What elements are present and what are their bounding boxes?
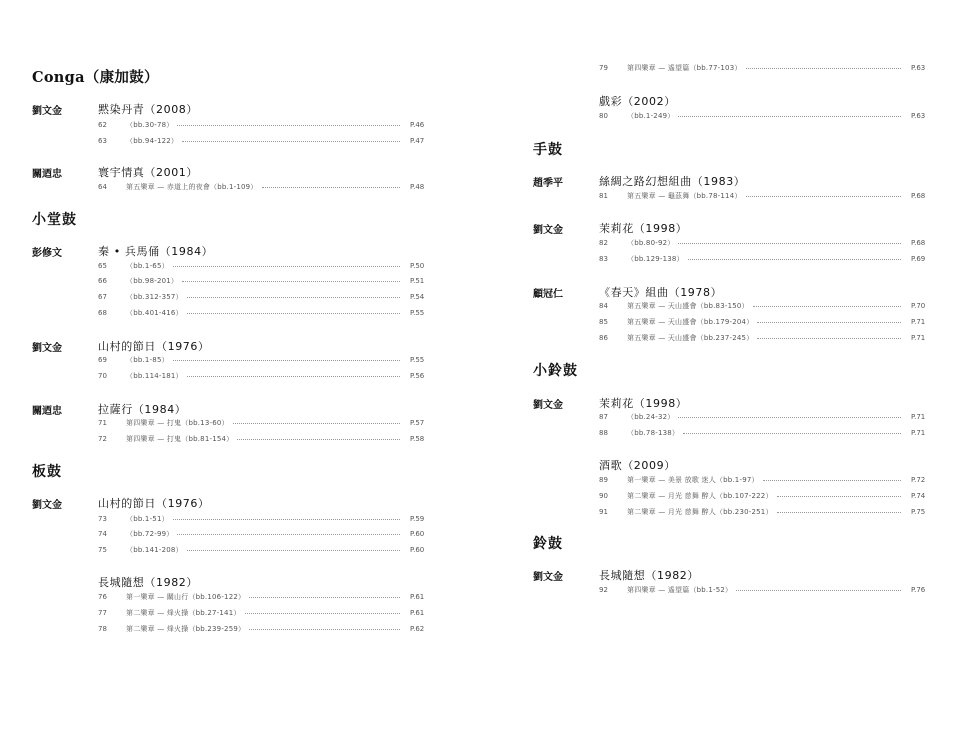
work-title: 黙染丹青（2008） bbox=[98, 103, 198, 116]
toc-entry[interactable] bbox=[599, 506, 933, 518]
entry-number: 80 bbox=[599, 112, 608, 120]
entry-number: 74 bbox=[98, 530, 107, 538]
entry-description: 第四樂章 — 遙望篇（bb.77-103） bbox=[627, 64, 742, 72]
entry-number: 84 bbox=[599, 302, 608, 310]
toc-entry[interactable] bbox=[599, 237, 933, 249]
composer-name: 顧冠仁 bbox=[533, 289, 563, 300]
entry-page: P.60 bbox=[410, 530, 425, 538]
composer-name: 關迺忠 bbox=[32, 406, 62, 417]
dot-leader bbox=[187, 550, 400, 551]
toc-entry[interactable] bbox=[98, 591, 432, 603]
entry-page: P.56 bbox=[410, 372, 425, 380]
entry-number: 63 bbox=[98, 137, 107, 145]
toc-entry[interactable] bbox=[98, 417, 432, 429]
dot-leader bbox=[757, 322, 901, 323]
entry-page: P.63 bbox=[911, 112, 926, 120]
dot-leader bbox=[262, 187, 400, 188]
entry-number: 65 bbox=[98, 262, 107, 270]
entry-page: P.50 bbox=[410, 262, 425, 270]
entry-page: P.61 bbox=[410, 593, 425, 601]
entry-number: 83 bbox=[599, 255, 608, 263]
toc-entry[interactable] bbox=[98, 528, 432, 540]
entry-number: 85 bbox=[599, 318, 608, 326]
toc-entry[interactable] bbox=[98, 623, 432, 635]
dot-leader bbox=[173, 266, 400, 267]
toc-entry[interactable] bbox=[599, 62, 933, 74]
entry-description: （bb.401-416） bbox=[126, 309, 183, 317]
entry-page: P.72 bbox=[911, 476, 926, 484]
entry-number: 75 bbox=[98, 546, 107, 554]
dot-leader bbox=[757, 338, 901, 339]
entry-description: （bb.30-78） bbox=[126, 121, 174, 129]
dot-leader bbox=[763, 480, 901, 481]
toc-entry[interactable] bbox=[98, 607, 432, 619]
dot-leader bbox=[688, 259, 901, 260]
toc-entry[interactable] bbox=[599, 300, 933, 312]
dot-leader bbox=[736, 590, 901, 591]
composer-name: 劉文金 bbox=[32, 500, 62, 511]
toc-entry[interactable] bbox=[98, 370, 432, 382]
entry-number: 62 bbox=[98, 121, 107, 129]
dot-leader bbox=[249, 597, 400, 598]
entry-description: 第四樂章 — 打鬼（bb.13-60） bbox=[126, 419, 229, 427]
toc-entry[interactable] bbox=[599, 332, 933, 344]
work-title: 茉莉花（1998） bbox=[599, 222, 688, 235]
toc-entry[interactable] bbox=[98, 119, 432, 131]
entry-number: 71 bbox=[98, 419, 107, 427]
toc-entry[interactable] bbox=[98, 135, 432, 147]
entry-description: （bb.114-181） bbox=[126, 372, 183, 380]
work-title: 拉薩行（1984） bbox=[98, 403, 187, 416]
work-title: 秦 • 兵馬俑（1984） bbox=[98, 245, 214, 258]
entry-number: 73 bbox=[98, 515, 107, 523]
dot-leader bbox=[777, 512, 901, 513]
toc-entry[interactable] bbox=[98, 275, 432, 287]
toc-entry[interactable] bbox=[599, 427, 933, 439]
entry-description: 第五樂章 — 赤道上的夜會（bb.1-109） bbox=[126, 183, 258, 191]
composer-name: 劉文金 bbox=[533, 225, 563, 236]
composer-name: 劉文金 bbox=[32, 343, 62, 354]
entry-description: 第二樂章 — 烽火操（bb.239-259） bbox=[126, 625, 246, 633]
entry-number: 89 bbox=[599, 476, 608, 484]
toc-entry[interactable] bbox=[98, 513, 432, 525]
toc-entry[interactable] bbox=[98, 307, 432, 319]
composer-name: 劉文金 bbox=[533, 572, 563, 583]
dot-leader bbox=[777, 496, 901, 497]
work-title: 長城隨想（1982） bbox=[599, 569, 699, 582]
entry-description: （bb.1-65） bbox=[126, 262, 169, 270]
work-title: 山村的節日（1976） bbox=[98, 340, 210, 353]
dot-leader bbox=[678, 116, 901, 117]
dot-leader bbox=[746, 196, 901, 197]
entry-description: 第四樂章 — 打鬼（bb.81-154） bbox=[126, 435, 234, 443]
entry-number: 87 bbox=[599, 413, 608, 421]
toc-entry[interactable] bbox=[599, 474, 933, 486]
work-title: 長城隨想（1982） bbox=[98, 576, 198, 589]
entry-number: 92 bbox=[599, 586, 608, 594]
toc-entry[interactable] bbox=[599, 584, 933, 596]
toc-entry[interactable] bbox=[599, 490, 933, 502]
section-title-tambourine: 鈴鼓 bbox=[533, 536, 563, 552]
composer-name: 關迺忠 bbox=[32, 169, 62, 180]
dot-leader bbox=[173, 519, 400, 520]
entry-number: 67 bbox=[98, 293, 107, 301]
entry-description: 第二樂章 — 月光 慈舞 醉人（bb.107-222） bbox=[627, 492, 773, 500]
entry-description: 第五樂章 — 天山盛會（bb.83-150） bbox=[627, 302, 749, 310]
entry-page: P.69 bbox=[911, 255, 926, 263]
entry-number: 68 bbox=[98, 309, 107, 317]
dot-leader bbox=[187, 297, 400, 298]
entry-page: P.62 bbox=[410, 625, 425, 633]
entry-page: P.71 bbox=[911, 334, 926, 342]
entry-description: 第一樂章 — 關山行（bb.106-122） bbox=[126, 593, 246, 601]
entry-number: 81 bbox=[599, 192, 608, 200]
entry-page: P.71 bbox=[911, 318, 926, 326]
entry-number: 64 bbox=[98, 183, 107, 191]
composer-name: 趙季平 bbox=[533, 178, 563, 189]
dot-leader bbox=[245, 613, 400, 614]
dot-leader bbox=[173, 360, 400, 361]
dot-leader bbox=[683, 433, 901, 434]
section-title-snare: 小堂鼓 bbox=[32, 212, 77, 228]
entry-description: 第五樂章 — 天山盛會（bb.179-204） bbox=[627, 318, 754, 326]
work-title: 寰宇情真（2001） bbox=[98, 166, 198, 179]
toc-entry[interactable] bbox=[98, 260, 432, 272]
entry-page: P.55 bbox=[410, 356, 425, 364]
toc-entry[interactable] bbox=[599, 316, 933, 328]
entry-description: （bb.98-201） bbox=[126, 277, 179, 285]
entry-page: P.60 bbox=[410, 546, 425, 554]
work-title: 《春天》組曲（1978） bbox=[599, 286, 723, 299]
entry-description: （bb.129-138） bbox=[627, 255, 684, 263]
entry-number: 82 bbox=[599, 239, 608, 247]
section-title-hand-drum: 手鼓 bbox=[533, 142, 563, 158]
entry-number: 66 bbox=[98, 277, 107, 285]
work-title: 戲彩（2002） bbox=[599, 95, 676, 108]
dot-leader bbox=[177, 534, 400, 535]
entry-number: 88 bbox=[599, 429, 608, 437]
toc-entry[interactable] bbox=[599, 110, 933, 122]
section-title-conga: Conga（康加鼓） bbox=[32, 69, 159, 86]
entry-description: 第二樂章 — 烽火操（bb.27-141） bbox=[126, 609, 241, 617]
entry-page: P.51 bbox=[410, 277, 425, 285]
entry-description: （bb.80-92） bbox=[627, 239, 675, 247]
entry-description: 第四樂章 — 遙望篇（bb.1-52） bbox=[627, 586, 733, 594]
dot-leader bbox=[187, 313, 400, 314]
dot-leader bbox=[237, 439, 400, 440]
dot-leader bbox=[182, 281, 400, 282]
toc-entry[interactable] bbox=[98, 433, 432, 445]
section-title-small-tambourine: 小鈴鼓 bbox=[533, 363, 578, 379]
work-title: 酒歌（2009） bbox=[599, 459, 676, 472]
entry-number: 76 bbox=[98, 593, 107, 601]
toc-entry[interactable] bbox=[98, 181, 432, 193]
entry-page: P.48 bbox=[410, 183, 425, 191]
entry-number: 90 bbox=[599, 492, 608, 500]
entry-page: P.68 bbox=[911, 192, 926, 200]
composer-name: 彭修文 bbox=[32, 248, 62, 259]
entry-description: （bb.94-122） bbox=[126, 137, 179, 145]
entry-number: 69 bbox=[98, 356, 107, 364]
dot-leader bbox=[182, 141, 400, 142]
entry-page: P.61 bbox=[410, 609, 425, 617]
entry-description: （bb.312-357） bbox=[126, 293, 183, 301]
entry-description: 第一樂章 — 美景 放歌 迷人（bb.1-97） bbox=[627, 476, 759, 484]
dot-leader bbox=[177, 125, 400, 126]
entry-page: P.58 bbox=[410, 435, 425, 443]
entry-page: P.47 bbox=[410, 137, 425, 145]
composer-name: 劉文金 bbox=[533, 400, 563, 411]
entry-description: （bb.1-85） bbox=[126, 356, 169, 364]
entry-page: P.57 bbox=[410, 419, 425, 427]
entry-number: 77 bbox=[98, 609, 107, 617]
entry-description: （bb.24-32） bbox=[627, 413, 675, 421]
entry-page: P.70 bbox=[911, 302, 926, 310]
work-title: 絲綢之路幻想組曲（1983） bbox=[599, 175, 746, 188]
toc-entry[interactable] bbox=[98, 544, 432, 556]
entry-number: 70 bbox=[98, 372, 107, 380]
entry-description: （bb.1-249） bbox=[627, 112, 675, 120]
entry-page: P.76 bbox=[911, 586, 926, 594]
section-title-board: 板鼓 bbox=[32, 464, 62, 480]
entry-page: P.59 bbox=[410, 515, 425, 523]
dot-leader bbox=[233, 423, 400, 424]
entry-description: （bb.72-99） bbox=[126, 530, 174, 538]
toc-entry[interactable] bbox=[599, 253, 933, 265]
entry-number: 72 bbox=[98, 435, 107, 443]
entry-description: （bb.1-51） bbox=[126, 515, 169, 523]
entry-description: 第五樂章 — 龜茲舞（bb.78-114） bbox=[627, 192, 742, 200]
work-title: 山村的節日（1976） bbox=[98, 497, 210, 510]
entry-number: 78 bbox=[98, 625, 107, 633]
entry-page: P.71 bbox=[911, 429, 926, 437]
dot-leader bbox=[678, 417, 901, 418]
work-title: 茉莉花（1998） bbox=[599, 397, 688, 410]
entry-number: 79 bbox=[599, 64, 608, 72]
dot-leader bbox=[746, 68, 901, 69]
toc-entry[interactable] bbox=[98, 291, 432, 303]
entry-page: P.75 bbox=[911, 508, 926, 516]
entry-number: 86 bbox=[599, 334, 608, 342]
dot-leader bbox=[249, 629, 400, 630]
entry-page: P.74 bbox=[911, 492, 926, 500]
entry-description: 第五樂章 — 天山盛會（bb.237-245） bbox=[627, 334, 754, 342]
entry-page: P.63 bbox=[911, 64, 926, 72]
dot-leader bbox=[187, 376, 400, 377]
entry-description: 第二樂章 — 月光 慈舞 醉人（bb.230-251） bbox=[627, 508, 773, 516]
entry-page: P.54 bbox=[410, 293, 425, 301]
entry-page: P.68 bbox=[911, 239, 926, 247]
dot-leader bbox=[678, 243, 901, 244]
entry-page: P.55 bbox=[410, 309, 425, 317]
entry-page: P.46 bbox=[410, 121, 425, 129]
toc-entry[interactable] bbox=[98, 354, 432, 366]
dot-leader bbox=[753, 306, 901, 307]
entry-description: （bb.78-138） bbox=[627, 429, 680, 437]
entry-page: P.71 bbox=[911, 413, 926, 421]
entry-description: （bb.141-208） bbox=[126, 546, 183, 554]
composer-name: 劉文金 bbox=[32, 106, 62, 117]
toc-entry[interactable] bbox=[599, 411, 933, 423]
toc-entry[interactable] bbox=[599, 190, 933, 202]
entry-number: 91 bbox=[599, 508, 608, 516]
